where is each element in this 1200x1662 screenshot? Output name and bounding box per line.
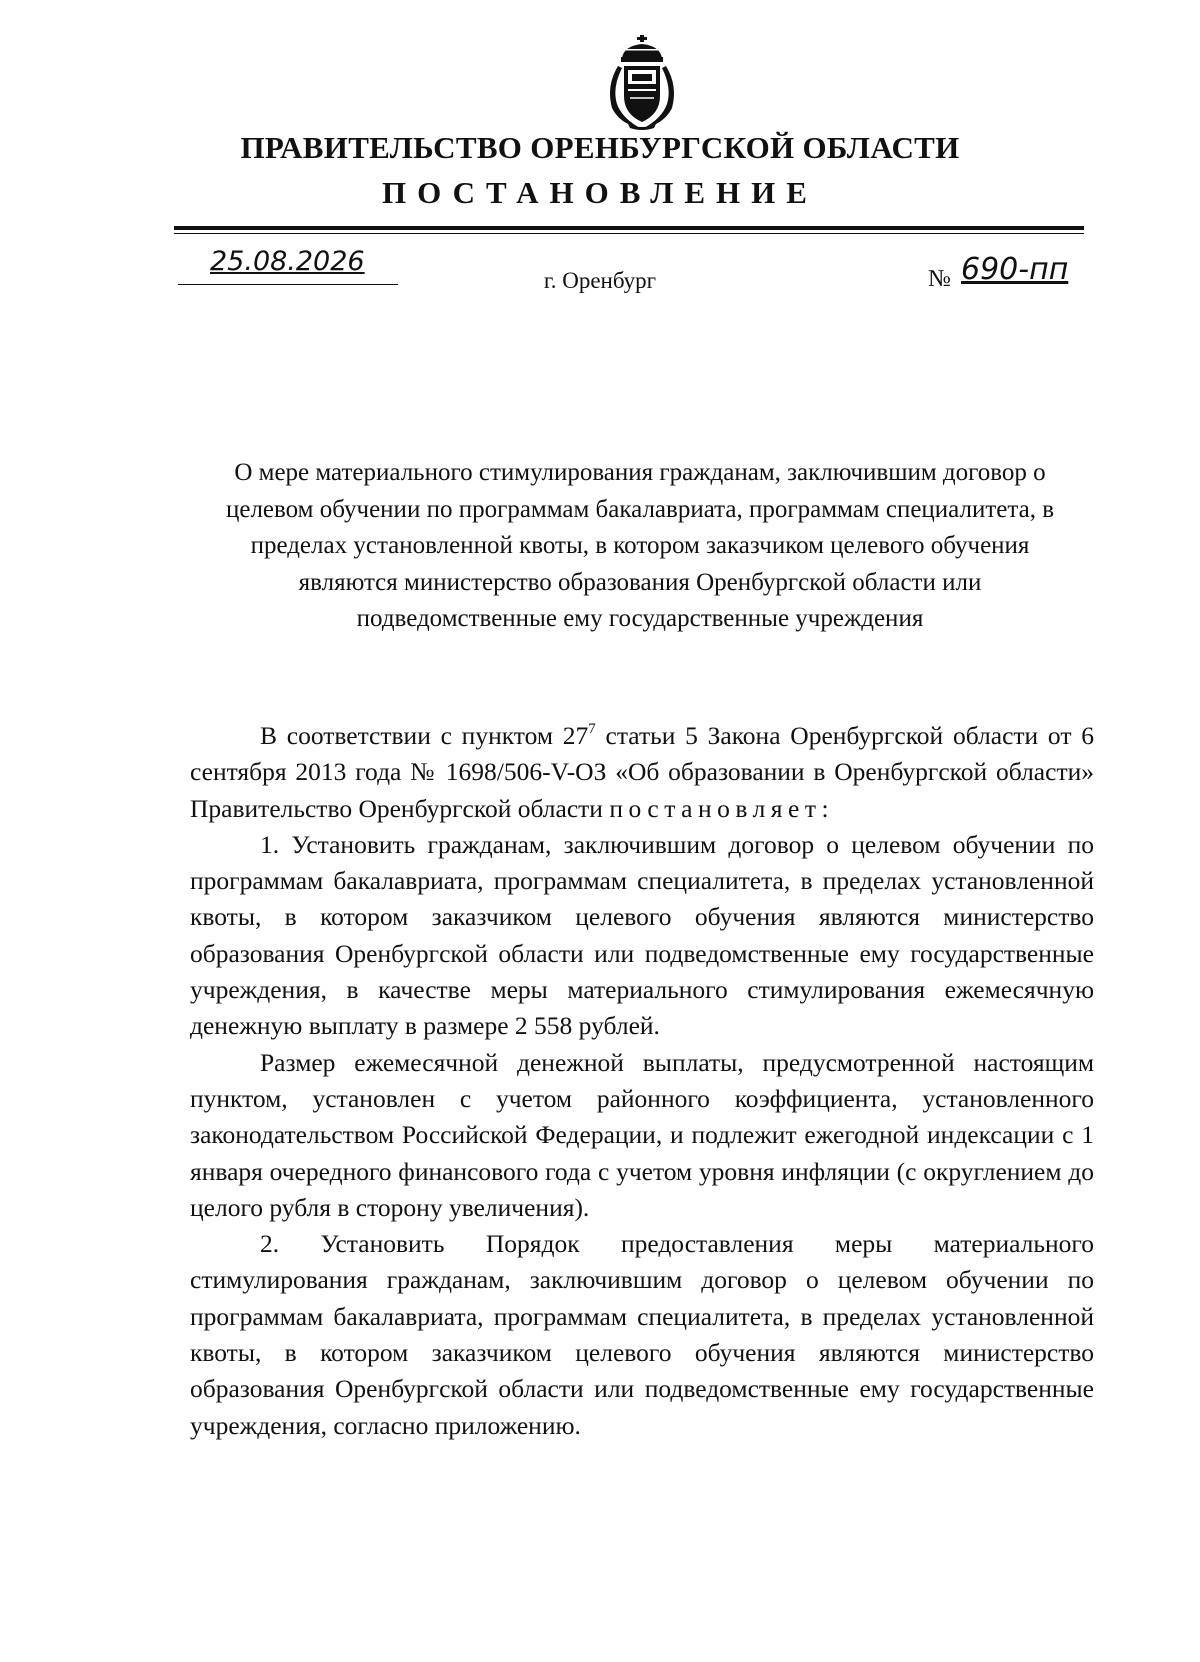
preamble-paragraph [190, 718, 1094, 827]
document-subject: О мере материального стимулирования гражданам, заключившим договор о целевом обучении по программам бакалавриата, программам специалитета, в пределах установленной квоты, в котором заказчиком целевого обучения являются министерство образования Оренбургской области или подведомственные ему государственные учреждения [225, 459, 1055, 632]
document-date: 25.08.2026 [210, 246, 365, 277]
coat-of-arms-icon [604, 34, 680, 130]
preamble-text-continued: статьи 5 Закона Оренбургской области от 6 сентября 2013 года № 1698/506-V-ОЗ «Об образовании в Оренбургской области» Правительство Оренбургской области [190, 721, 1095, 823]
preamble-end: : [821, 793, 829, 823]
document-body [190, 718, 1094, 1444]
authority-title: ПРАВИТЕЛЬСТВО ОРЕНБУРГСКОЙ ОБЛАСТИ [240, 130, 960, 165]
paragraph-2: 2. Установить Порядок предоставления меры материального стимулирования гражданам, заключившим договор о целевом обучении по программам бакалавриата, программам специалитета, в пределах установленной квоты, в котором заказчиком целевого обучения являются министерство образования Оренбургской области или подведомственные ему государственные учреждения, согласно приложению. [190, 1229, 1094, 1440]
preamble-text: В соответствии с пунктом 27 [260, 721, 589, 750]
decree-word: постановляет [609, 793, 822, 823]
paragraph-1-note: Размер ежемесячной денежной выплаты, предусмотренной настоящим пунктом, установлен с учетом районного коэффициента, установленного законодательством Российской Федерации, и подлежит ежегодной индексации с 1 января очередного финансового года с учетом уровня инфляции (с округлением до целого рубля в сторону увеличения). [190, 1047, 1094, 1222]
issue-city: г. Оренбург [543, 268, 657, 293]
header-divider [174, 226, 1084, 230]
document-type: ПОСТАНОВЛЕНИЕ [382, 175, 818, 210]
law-point-superscript: 7 [588, 721, 596, 737]
number-sign: № [928, 266, 951, 292]
paragraph-1: 1. Установить гражданам, заключившим договор о целевом обучении по программам бакалавриата, программам специалитета, в пределах установленной квоты, в котором заказчиком целевого обучения являются министерство образования Оренбургской области или подведомственные ему государственные учреждения, в качестве меры материального стимулирования ежемесячную денежную выплату в размере 2 558 рублей. [190, 829, 1094, 1041]
document-number: 690-пп [961, 252, 1069, 287]
header-divider-thin [174, 233, 1084, 234]
